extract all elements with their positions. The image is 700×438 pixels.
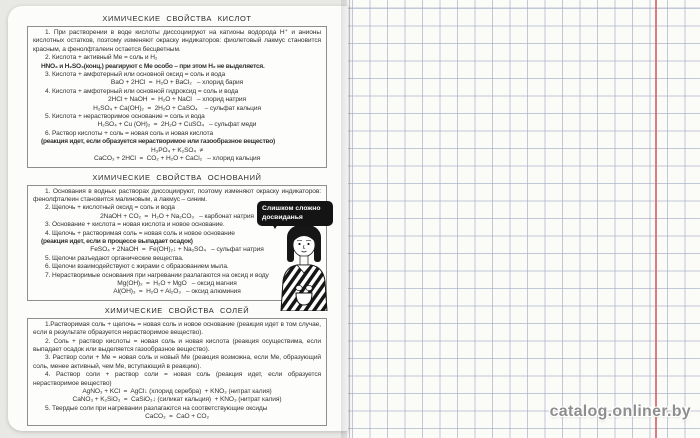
flask-icon: [296, 293, 312, 305]
text-line: CaNO₃ + K₂SiO₃ = CaSiO₃↓ (силикат кальция) + KNO₃ (нитрат калия): [72, 396, 282, 404]
page-fold-shadow: [341, 0, 353, 438]
text-line: 2. Кислота + активный Me = соль и H₂: [45, 54, 158, 62]
text-line: 4. Раствор соли + раствор соли = новая соль (реакция идет, если образуется нерастворимое вещество): [33, 371, 321, 387]
text-line: H₃PO₄ + K₂SO₄ ≠: [150, 146, 204, 154]
text-line: (реакция идет, если в процессе выпадает осадок): [41, 237, 193, 245]
text-line: 3. Основание + кислота = новая кислота и новое основание.: [45, 221, 225, 229]
section-title: ХИМИЧЕСКИЕ СВОЙСТВА ОСНОВАНИЙ: [92, 172, 262, 182]
text-line: HNO₃ и H₂SO₄(конц.) реагируют с Me особо – при этом H₂ не выделяется.: [41, 62, 265, 70]
text-line: 3. Кислота + амфотерный или основной оксид = соль и вода: [45, 71, 226, 79]
text-line: 6. Щелочи взаимодействуют с жирами с образованием мыла.: [45, 263, 229, 271]
text-line: 4. Кислота + амфотерный или основной гидроксид = соль и вода: [45, 87, 239, 95]
section-box: [27, 318, 327, 426]
text-line: 4. Щелочь + растворимая соль = новая соль и новое основание: [45, 229, 235, 237]
face-icon: [293, 232, 315, 257]
cheatsheet-page: [8, 6, 348, 431]
text-line: CaCO₃ = CaO + CO₂: [145, 413, 209, 421]
text-line: 1. При растворении в воде кислоты диссоциируют на катионы водорода H⁺ и анионы кислотных остатков, поэтому изменяют окраску индикаторов: фиолетовый лакмус становится красным, а фенолфталеин остается бесцветным.: [33, 29, 321, 53]
text-line: 5. Кислота + нерастворимое основание = соль и вода: [45, 113, 205, 121]
text-line: 1.Растворимая соль + щелочь = новая соль и новое основание (реакция идет в том случае, если в результате образуется нерастворимое вещество).: [33, 320, 321, 337]
text-line: 2. Щелочь + кислотный оксид = соль и вода: [45, 204, 175, 212]
text-line: BaO + 2HCl = H₂O + BaCl₂ – хлорид бария: [110, 79, 244, 87]
text-line: FeSO₄ + 2NaOH = Fe(OH)₂↓ + Na₂SO₄ – сульфат натрия: [90, 246, 264, 254]
watermark: catalog.onliner.by: [549, 403, 691, 420]
margin-line: [655, 0, 657, 438]
text-line: 2HCl + NaOH = H₂O + NaCl – хлорид натрия: [108, 96, 246, 104]
text-line: 2. Соль + раствор кислоты = новая соль и новая кислота (реакция осуществима, если выпадает осадок или выделяется газообразное вещество).: [33, 337, 321, 353]
text-line: 6. Раствор кислоты + соль = новая соль и новая кислота: [45, 129, 214, 137]
section-box: [27, 26, 327, 168]
text-line: (реакция идет, если образуется нерастворимое или газообразное вещество): [41, 138, 275, 146]
section-salts: [27, 306, 327, 426]
text-line: 1. Основания в водных растворах диссоциируют, поэтому изменяют окраску индикаторов: фенолфталеин становится малиновым, а лакмус – синим.: [33, 187, 321, 203]
text-line: CaCO₃ + 2HCl = CO₂ + H₂O + CaCl₂ – хлорид кальция: [93, 155, 261, 163]
woman-with-flask-illustration: [272, 221, 336, 311]
text-line: Al(OH)₃ = H₂O + Al₂O₃ – оксид алюминия: [113, 288, 241, 296]
speech-bubble-text: Слишком сложно: [262, 205, 321, 212]
section-title: ХИМИЧЕСКИЕ СВОЙСТВА КИСЛОТ: [102, 14, 252, 23]
grid-paper-page: [347, 0, 700, 438]
text-line: 5. Щелочи разъедают органические вещества.: [45, 254, 184, 262]
text-line: 5. Твердые соли при нагревании разлагаются на соответствующие оксиды: [45, 404, 268, 412]
speech-bubble-text: досвиданья: [262, 213, 303, 221]
section-title: ХИМИЧЕСКИЕ СВОЙСТВА СОЛЕЙ: [104, 305, 250, 315]
text-line: 3. Раствор соли + Me = новая соль и новый Me (реакция возможна, если Me, образующий соль, менее активный, чем Me, вступающий в реакцию).: [33, 354, 321, 370]
text-line: H₂SO₄ + Cu (OH)₂ = 2H₂O + CuSO₄ – сульфат меди: [97, 121, 257, 129]
text-line: H₂SO₄ + Ca(OH)₂ = 2H₂O + CaSO₄ – сульфат кальция: [93, 104, 261, 112]
speech-bubble-tail-icon: [269, 219, 281, 235]
text-line: Mg(OH)₂ = H₂O + MgO – оксид магния: [117, 279, 237, 287]
speech-bubble: [257, 201, 333, 226]
text-line: AgNO₃ + KCl = AgCl↓ (хлорид серебра) + KNO₃ (нитрат калия): [82, 388, 272, 396]
section-acids: [27, 14, 327, 168]
text-line: 2NaOH + CO₂ = H₂O + Na₂CO₃ – карбонат натрия: [100, 212, 254, 220]
text-line: 7. Нерастворимые основания при нагревании разлагаются на оксид и воду: [45, 271, 269, 279]
